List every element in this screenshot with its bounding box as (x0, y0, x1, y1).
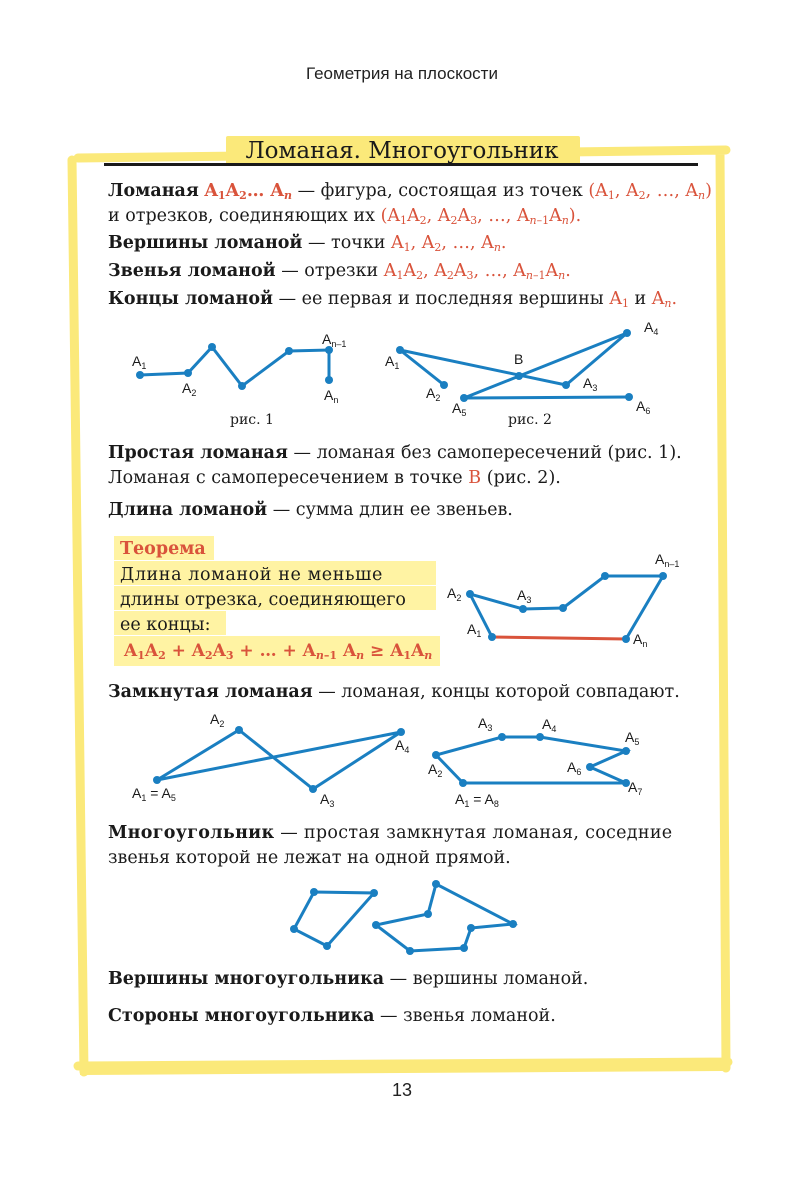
th-label-an: $A_n$ (633, 631, 648, 649)
theorem-line1: Длина ломаной не меньше (120, 565, 383, 585)
th-label-a1: $A_1$ (467, 621, 482, 639)
theorem-formula: $A_1A_2 + A_2A_3$ + … + $A_{n-1}$ $A_n \ge A_1A_n$ (124, 641, 433, 662)
fig1-label-a2: $A_2$ (182, 380, 197, 398)
polyline-points: ($A_1$, $A_2$, …, $A_n$) (588, 181, 712, 202)
c2-label-a7: $A_7$ (628, 779, 643, 797)
selfcross-ref: (рис. 2). (486, 468, 561, 488)
ends-text: — ее первая и последняя вершины (278, 289, 604, 309)
term-closed: Замкнутая ломаная (108, 682, 313, 702)
fig1-caption: рис. 1 (230, 412, 274, 428)
def-poly-vertices (108, 968, 588, 990)
length-text: — сумма длин ее звеньев. (272, 500, 513, 520)
fig2-label-a2: $A_2$ (426, 385, 441, 403)
vertices-text: — точки (307, 233, 386, 253)
running-header: Геометрия на плоскости (306, 64, 498, 83)
links-text: — отрезки (281, 261, 379, 281)
term-poly-sides: Стороны многоугольника (108, 1006, 375, 1026)
fig2-caption: рис. 2 (508, 412, 552, 428)
c1-label-a3: $A_3$ (320, 791, 335, 809)
term-polygon: Многоугольник (108, 823, 275, 843)
fig2-label-a3: $A_3$ (583, 375, 598, 393)
page-number: 13 (391, 1080, 413, 1100)
simple-text: — ломаная без самопересечений (рис. 1). (293, 443, 682, 463)
term-ends: Концы ломаной (108, 289, 273, 309)
th-label-an-1: $A_{n-1}$ (655, 551, 680, 569)
page-title: Ломаная. Многоугольник (245, 138, 559, 164)
ends-an: $A_n$. (651, 289, 678, 310)
vertices-list: $A_1$, $A_2$, …, $A_n$. (391, 233, 507, 254)
closed-text: — ломаная, концы которой совпадают. (318, 682, 680, 702)
term-polyline: Ломаная (108, 181, 199, 201)
term-links: Звенья ломаной (108, 261, 276, 281)
ends-a1: $A_1$ (609, 289, 629, 310)
polyline-dash-text: — фигура, состоящая из точек (297, 181, 583, 201)
c2-label-a6: $A_6$ (567, 759, 582, 777)
term-simple: Простая ломаная (108, 443, 288, 463)
polygon-hepta (376, 884, 513, 951)
c2-label-a3: $A_3$ (478, 715, 493, 733)
theorem-line2: длины отрезка, соединяющего (120, 590, 406, 610)
theorem-line3: ее концы: (120, 615, 211, 635)
fig2-label-a5: $A_5$ (452, 400, 467, 418)
theorem-title: Теорема (120, 539, 206, 559)
c1-label-a2: $A_2$ (210, 711, 225, 729)
poly-vertices-text: — вершины ломаной. (389, 969, 589, 989)
polyline-segments: ($A_1A_2$, $A_2A_3$, …, $A_{n-1}A_n$). (380, 206, 582, 227)
c1-label-a4: $A_4$ (395, 737, 410, 755)
th-label-a2: $A_2$ (447, 585, 462, 603)
fig2-label-a4: $A_4$ (644, 319, 659, 337)
fig1-label-a1: $A_1$ (132, 353, 147, 371)
polygon-quad (294, 892, 374, 946)
c2-label-a2: $A_2$ (428, 761, 443, 779)
th-label-a3: $A_3$ (517, 587, 532, 605)
term-vertices: Вершины ломаной (108, 233, 303, 253)
term-poly-vertices: Вершины многоугольника (108, 969, 385, 989)
def-poly-sides (108, 1005, 556, 1027)
term-length: Длина ломаной (108, 500, 268, 520)
fig1-label-an-1: $A_{n-1}$ (322, 331, 347, 349)
fig2-label-a6: $A_6$ (636, 398, 651, 416)
selfcross-text: Ломаная с самопересечением в точке (108, 468, 463, 488)
poly-sides-text: — звенья ломаной. (380, 1006, 556, 1026)
polyline-notation: $A_1A_2\dots$ $A_n$ (204, 181, 292, 202)
c2-label-a4: $A_4$ (542, 716, 557, 734)
polygon-text: — простая замкнутая ломаная, соседние (280, 823, 673, 843)
c2-label-a5: $A_5$ (625, 729, 640, 747)
fig1-label-an: $A_n$ (324, 387, 339, 405)
polyline-line2: и отрезков, соединяющих их (108, 206, 375, 226)
def-polygon-line2: звенья которой не лежат на одной прямой. (108, 848, 511, 868)
fig2-label-b: B (514, 351, 524, 367)
c1-label-a1a5: $A_1 = A_5$ (132, 785, 176, 803)
fig2-label-a1: $A_1$ (385, 353, 400, 371)
links-list: $A_1A_2$, $A_2A_3$, …, $A_{n-1}A_n$. (383, 261, 571, 282)
selfcross-point: B (468, 468, 482, 488)
c2-label-a1a8: $A_1 = A_8$ (455, 791, 499, 809)
ends-and: и (634, 289, 647, 309)
